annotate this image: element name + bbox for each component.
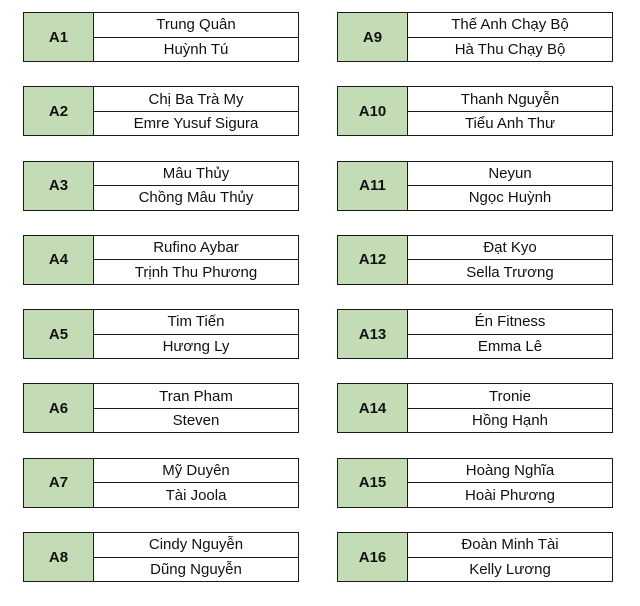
player-name: Sella Trương [408, 259, 612, 284]
team-block [337, 458, 613, 508]
team-block [23, 458, 299, 508]
team-code: A13 [338, 310, 408, 358]
team-code: A16 [338, 533, 408, 581]
team-players [94, 533, 298, 581]
team-block [23, 532, 299, 582]
team-players [408, 310, 612, 358]
team-code: A10 [338, 87, 408, 135]
team-block [23, 309, 299, 359]
team-players [408, 87, 612, 135]
team-code: A8 [24, 533, 94, 581]
team-block [337, 309, 613, 359]
team-players [408, 384, 612, 432]
team-code: A4 [24, 236, 94, 284]
team-code: A3 [24, 162, 94, 210]
team-block [23, 12, 299, 62]
team-code: A2 [24, 87, 94, 135]
team-players [94, 162, 298, 210]
player-name: Dũng Nguyễn [94, 557, 298, 582]
team-block [337, 161, 613, 211]
player-name: Trịnh Thu Phương [94, 259, 298, 284]
player-name: Neyun [488, 164, 532, 182]
team-players [94, 87, 298, 135]
team-block [337, 235, 613, 285]
player-name: Trung Quân [156, 16, 236, 34]
team-code: A7 [24, 459, 94, 507]
team-players [94, 310, 298, 358]
player-name: Tài Joola [94, 482, 298, 507]
player-name: Mỹ Duyên [162, 462, 230, 480]
player-name: Huỳnh Tú [94, 37, 298, 62]
team-block [23, 383, 299, 433]
team-players [408, 13, 612, 61]
left-column [23, 12, 299, 606]
player-name: Đạt Kyo [483, 239, 537, 257]
player-name: Emma Lê [408, 334, 612, 359]
player-name: Hoài Phương [408, 482, 612, 507]
player-name: Én Fitness [474, 313, 546, 331]
player-name: Tiểu Anh Thư [408, 111, 612, 136]
team-players [408, 533, 612, 581]
team-players [94, 13, 298, 61]
team-players [94, 384, 298, 432]
team-code: A14 [338, 384, 408, 432]
player-name: Chị Ba Trà My [148, 90, 244, 108]
player-name: Steven [94, 408, 298, 433]
team-players [408, 236, 612, 284]
player-name: Rufino Aybar [153, 239, 239, 257]
player-name: Hồng Hạnh [408, 408, 612, 433]
team-code: A1 [24, 13, 94, 61]
right-column [337, 12, 613, 606]
team-code: A6 [24, 384, 94, 432]
team-players [408, 162, 612, 210]
player-name: Thanh Nguyễn [460, 90, 560, 108]
team-players [408, 459, 612, 507]
player-name: Tran Pham [159, 387, 233, 405]
player-name: Mâu Thủy [162, 164, 230, 182]
player-name: Thế Anh Chạy Bộ [451, 16, 569, 34]
player-name: Kelly Lương [408, 557, 612, 582]
team-code: A9 [338, 13, 408, 61]
player-name: Tronie [489, 387, 531, 405]
player-name: Hoàng Nghĩa [465, 462, 555, 480]
team-players [94, 236, 298, 284]
team-code: A11 [338, 162, 408, 210]
team-block [23, 161, 299, 211]
player-name: Tim Tiến [167, 313, 225, 331]
team-code: A5 [24, 310, 94, 358]
player-name: Đoàn Minh Tài [461, 536, 559, 554]
player-name: Ngọc Huỳnh [408, 185, 612, 210]
team-players [94, 459, 298, 507]
team-code: A12 [338, 236, 408, 284]
team-block [337, 532, 613, 582]
player-name: Hương Ly [94, 334, 298, 359]
player-name: Chồng Mâu Thủy [94, 185, 298, 210]
team-block [23, 235, 299, 285]
team-code: A15 [338, 459, 408, 507]
player-name: Cindy Nguyễn [148, 536, 244, 554]
team-block [23, 86, 299, 136]
player-name: Emre Yusuf Sigura [94, 111, 298, 136]
team-block [337, 12, 613, 62]
team-block [337, 383, 613, 433]
team-block [337, 86, 613, 136]
player-name: Hà Thu Chạy Bộ [408, 37, 612, 62]
